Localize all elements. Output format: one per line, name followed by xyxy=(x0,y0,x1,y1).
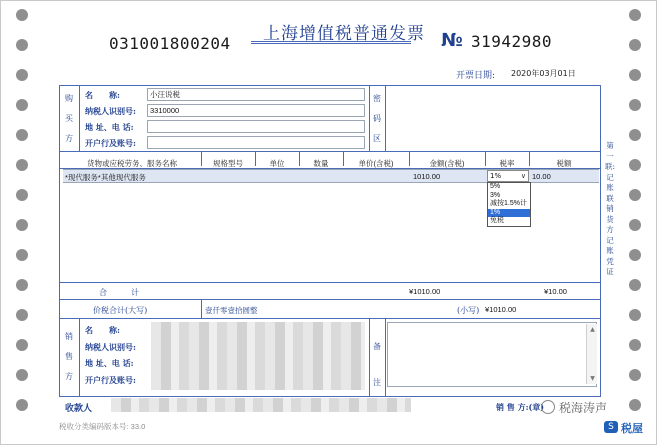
total-small-label: (小写) xyxy=(457,306,480,315)
total-in-words-label: 价税合计(大写) xyxy=(93,306,148,315)
col-price: 单价(含税) xyxy=(358,159,394,168)
password-area-label: 密 码 区 xyxy=(373,94,381,143)
buyer-name-field[interactable]: 小汪说税 xyxy=(147,88,365,101)
remarks-scrollbar[interactable]: ▲ ▼ xyxy=(586,324,597,384)
perforation-right xyxy=(629,9,643,429)
col-unit: 单位 xyxy=(269,159,285,168)
total-label: 合 计 xyxy=(99,288,139,297)
col-amount: 金额(含税) xyxy=(429,159,465,168)
tax-rate-option[interactable]: 减按1.5%计 xyxy=(490,200,527,207)
chevron-down-icon: ∨ xyxy=(520,172,526,180)
invoice-number: 31942980 xyxy=(471,32,553,51)
buyer-address-label: 地 址、电 话: xyxy=(85,122,134,132)
col-item: 货物或应税劳务、服务名称 xyxy=(87,159,177,168)
invoice-code: 031001800204 xyxy=(109,34,231,53)
buyer-tax-id-field[interactable]: 3310000 xyxy=(147,104,365,117)
invoice-title: 上海增值税普通发票 xyxy=(263,24,425,44)
number-label: № xyxy=(441,30,463,51)
payee-label: 收款人 xyxy=(65,404,93,414)
logo-text: 税屋 xyxy=(621,422,643,435)
remarks-label: 备 注 xyxy=(373,342,381,387)
tax-rate-option-selected[interactable]: 1% xyxy=(488,209,530,218)
wechat-icon xyxy=(541,400,555,414)
seller-name-label: 名 称: xyxy=(85,325,120,335)
total-tax: ¥10.00 xyxy=(544,287,567,296)
row-amount[interactable]: 1010.00 xyxy=(413,172,441,181)
buyer-name-label: 名 称: xyxy=(85,90,120,100)
seller-stamp-label: 销 售 方:(章) xyxy=(496,402,545,412)
buyer-tax-id-label: 纳税人识别号: xyxy=(85,106,136,116)
watermark-text: 税海涛声 xyxy=(559,401,608,415)
seller-section-label: 销 售 方 xyxy=(65,332,73,381)
perforation-left xyxy=(16,9,30,429)
col-tax-rate: 税率 xyxy=(499,159,515,168)
row-item[interactable]: *现代服务*其他现代服务 xyxy=(65,173,146,182)
total-in-words: 壹仟零壹拾圆整 xyxy=(205,306,258,315)
row-tax[interactable]: 10.00 xyxy=(532,172,551,181)
col-tax: 税额 xyxy=(556,159,572,168)
logo-icon: S xyxy=(604,421,618,433)
redacted-footer xyxy=(111,398,411,412)
tax-rate-dropdown[interactable] xyxy=(487,182,531,227)
tax-rate-option[interactable]: 免税 xyxy=(490,217,504,224)
seller-tax-id-label: 纳税人识别号: xyxy=(85,342,136,352)
col-qty: 数量 xyxy=(313,159,329,168)
total-amount: ¥1010.00 xyxy=(409,287,441,296)
total-small-value: ¥1010.00 xyxy=(485,305,517,314)
seller-bank-label: 开户行及账号: xyxy=(85,375,136,385)
buyer-bank-label: 开户行及账号: xyxy=(85,138,136,148)
title-underline xyxy=(251,41,411,46)
buyer-section-label: 购 买 方 xyxy=(65,94,73,143)
invoice-date: 2020年03月01日 xyxy=(511,69,576,78)
tax-rate-select[interactable]: 1% ∨ xyxy=(487,170,529,182)
tax-rate-option[interactable]: 3% xyxy=(490,191,501,199)
remarks-field[interactable] xyxy=(387,322,597,387)
seller-address-label: 地 址、电 话: xyxy=(85,358,134,368)
col-spec: 规格型号 xyxy=(213,159,243,168)
buyer-bank-field[interactable] xyxy=(147,136,365,149)
version-note: 税收分类编码版本号: 33.0 xyxy=(59,422,146,431)
date-label: 开票日期: xyxy=(456,71,496,81)
buyer-address-field[interactable] xyxy=(147,120,365,133)
redacted-seller-info xyxy=(151,322,365,390)
copy-type-label: 第一联:记账联 销货方记账凭证 xyxy=(604,141,616,276)
tax-rate-option[interactable]: 5% xyxy=(490,183,501,190)
